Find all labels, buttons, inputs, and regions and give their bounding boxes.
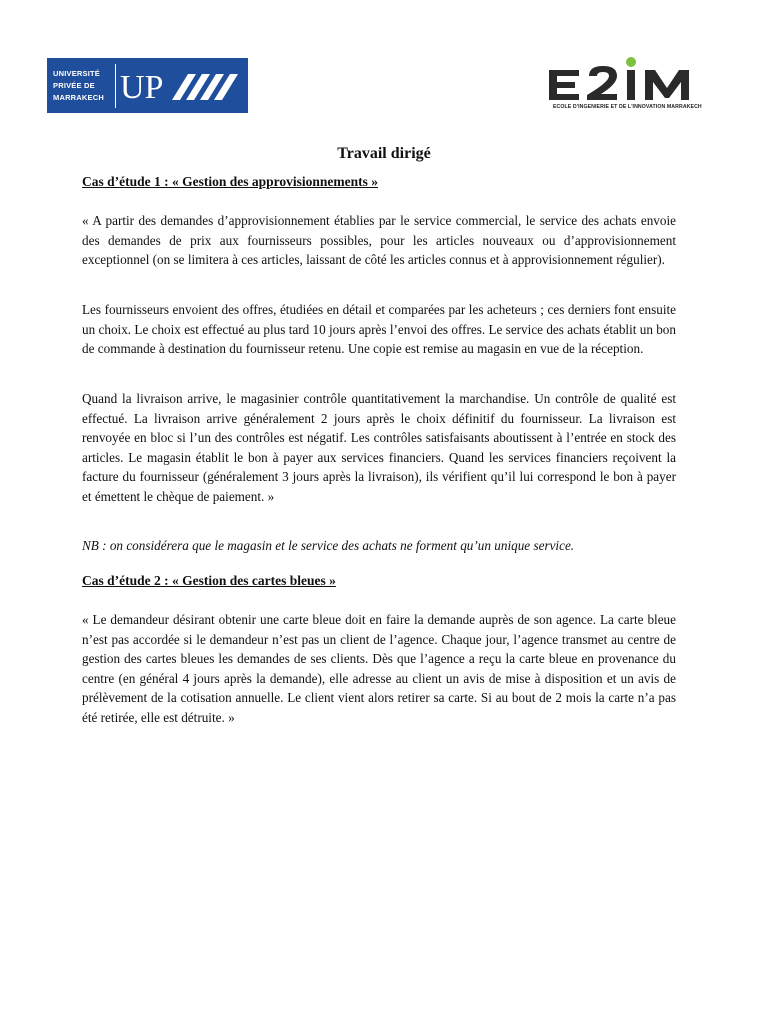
case1-paragraph: Les fournisseurs envoient des offres, étudiées en détail et comparées par les acheteurs ; ces derniers font ensuite un choix. Le choix est effectué au plus tard 10 jours après l’envoi des offres. Le service des achats établit un bon de commande à destination du fournisseur retenu. Une copie est remise au magasin en vue de la réception.	[82, 302, 676, 356]
school-logo	[545, 54, 725, 116]
e2im-mark-icon	[545, 54, 725, 104]
university-name-line: PRIVÉE DE	[53, 80, 95, 90]
university-name	[53, 68, 113, 104]
page-title: Travail dirigé	[337, 145, 431, 162]
case1-paragraph: « A partir des demandes d’approvisionnement établies par le service commercial, le service des achats envoie des demandes de prix aux fournisseurs possibles, pour les articles nouveaux ou d’approvisionnement exceptionnel (on se limitera à ces articles, laissant de côté les articles connus et à approvisionnement régulier).	[82, 213, 676, 267]
university-name-line: UNIVERSITÉ	[53, 68, 101, 78]
university-name-line: MARRAKECH	[53, 92, 104, 102]
case2-paragraph: « Le demandeur désirant obtenir une carte bleue doit en faire la demande auprès de son agence. La carte bleue n’est pas accordée si le demandeur n’est pas un client de l’agence. Chaque jour, l’agence transmet au centre de gestion des cartes bleues les demandes de ses clients. Dès que l’agence a reçu la carte bleue en provenance du centre (en général 4 jours après la demande), elle adresse au client un avis de mise à disposition et un avis de prélèvement de la cotisation annuelle. Le client vient alors retirer sa carte. Si au bout de 2 mois la carte n’a pas été retirée, elle est détruite. »	[82, 612, 676, 725]
case1-note: NB : on considérera que le magasin et le service des achats ne forment qu’un unique service.	[82, 538, 575, 553]
case2-heading: Cas d’étude 2 : « Gestion des cartes bleues »	[82, 573, 336, 588]
school-subtitle: ECOLE D'INGENIERIE ET DE L'INNOVATION MARRAKECH	[553, 104, 702, 110]
upm-mark-icon	[120, 64, 244, 108]
case1-paragraph: Quand la livraison arrive, le magasinier contrôle quantitativement la marchandise. Un contrôle de qualité est effectué. La livraison arrive généralement 2 jours après le choix définitif du fournisseur. La livraison est renvoyée en bloc si l’un des contrôles est négatif. Les contrôles satisfaisants aboutissent à l’entrée en stock des articles. Le magasin établit le bon à payer aux services financiers. Quand les services financiers reçoivent la facture du fournisseur (généralement 3 jours après la livraison), ils vérifient qu’il lui correspond le bon à payer et émettent le chèque de paiement. »	[82, 391, 676, 504]
case1-heading: Cas d’étude 1 : « Gestion des approvisionnements »	[82, 174, 379, 189]
svg-text:UP: UP	[120, 68, 164, 106]
university-logo	[47, 58, 248, 113]
logo-divider	[115, 64, 116, 108]
